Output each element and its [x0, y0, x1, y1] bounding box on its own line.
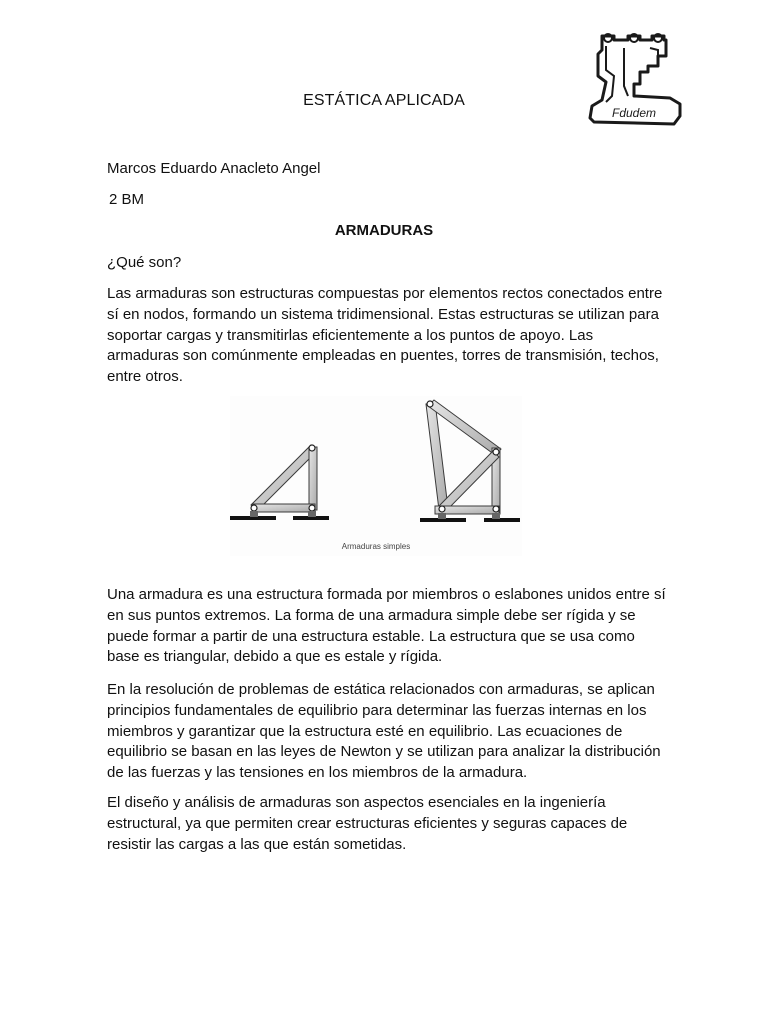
section-heading: ARMADURAS [334, 222, 434, 239]
paragraph-equilibrium: En la resolución de problemas de estática relacionados con armaduras, se aplican principios fundamentales de equilibrio para determinar las fuerzas internas en los miembros y garantizar que la estructura esté en equilibrio. Las ecuaciones de equilibrio se basan en las leyes de Newton y se utilizan para analizar la distribución de las fuerzas y las tensiones en los miembros de la armadura. [107, 681, 661, 782]
support-base [484, 518, 520, 522]
logo-wordmark: Fdudem [611, 106, 657, 120]
truss-left [251, 445, 317, 512]
simple-truss-diagram-icon [230, 396, 522, 542]
page-title: ESTÁTICA APLICADA [303, 92, 465, 109]
paragraph-definition: Las armaduras son estructuras compuestas por elementos rectos conectados entre sí en nodos, formando un sistema tridimensional. Estas estructuras se utilizan para soportar cargas y transmitirlas eficientemente a los puntos de apoyo. Las armaduras son comúnmente empleadas en puentes, torres de transmisión, techos, entre otros. [107, 285, 663, 386]
paragraph-description: Una armadura es una estructura formada por miembros o eslabones unidos entre sí en sus puntos extremos. La forma de una armadura simple debe ser rígida y se puede formar a partir de una estructura estable. La estructura que se usa como base es triangular, debido a que es estale y rígida. [107, 586, 666, 666]
author-name: Marcos Eduardo Anacleto Angel [107, 160, 321, 177]
truss-right [426, 400, 501, 514]
group-label: 2 BM [109, 191, 145, 208]
university-logo [584, 26, 684, 132]
truss-figure [230, 396, 522, 556]
section-question: ¿Qué son? [107, 254, 182, 271]
figure-caption: Armaduras simples [341, 542, 411, 551]
castle-logo-icon [584, 26, 684, 132]
paragraph-design: El diseño y análisis de armaduras son aspectos esenciales en la ingeniería estructural, ya que permiten crear estructuras eficientes y seguras capaces de resistir las cargas a las que están sometidas. [107, 794, 628, 853]
